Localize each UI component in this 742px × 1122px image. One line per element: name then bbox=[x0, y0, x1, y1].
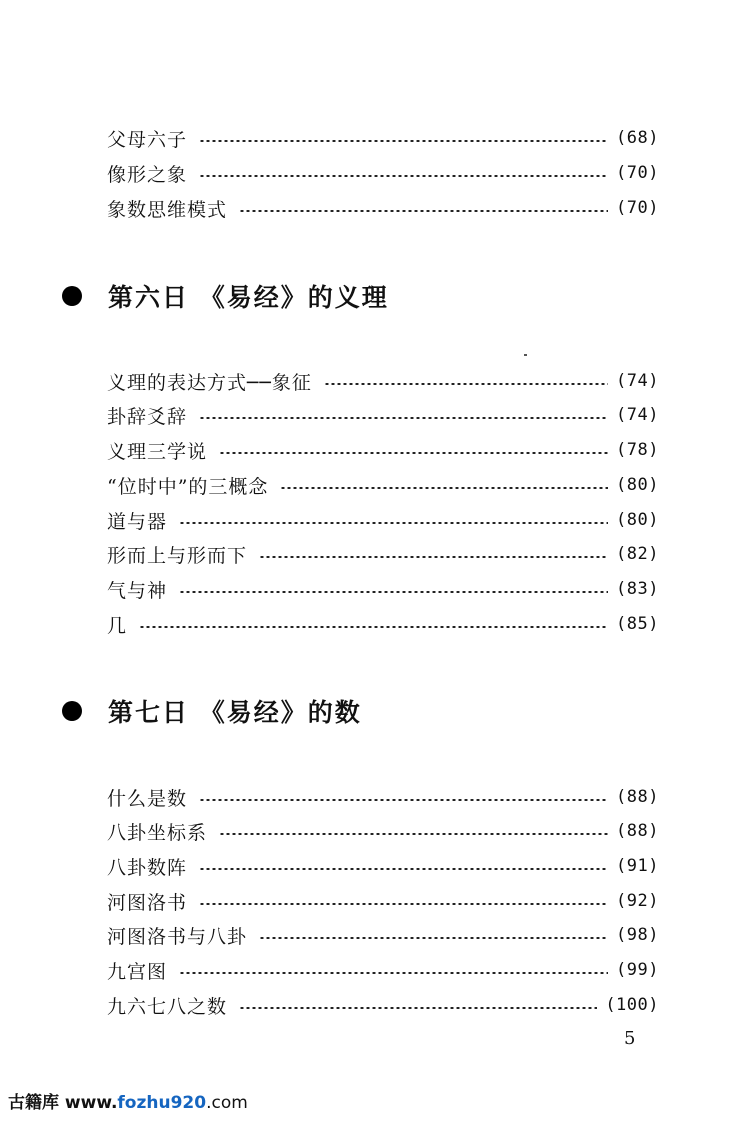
toc-entry-title: 河图洛书与八卦 bbox=[107, 925, 248, 948]
page-number: 5 bbox=[624, 1028, 636, 1049]
dot-leader bbox=[199, 868, 608, 870]
dot-leader bbox=[280, 487, 608, 489]
toc-entry-title: 河图洛书 bbox=[107, 891, 188, 914]
dot-leader bbox=[199, 140, 608, 142]
section-heading bbox=[62, 276, 389, 316]
toc-entry-page: (80) bbox=[616, 475, 659, 495]
toc-entry-page: (92) bbox=[616, 891, 659, 911]
toc-entry-title: 九宫图 bbox=[107, 960, 168, 983]
dot-leader bbox=[259, 556, 608, 558]
toc-entry[interactable] bbox=[107, 783, 659, 811]
toc-entry-page: (100) bbox=[605, 995, 659, 1015]
toc-entry-page: (99) bbox=[616, 960, 659, 980]
toc-entry-page: (98) bbox=[616, 925, 659, 945]
toc-entry[interactable] bbox=[107, 194, 659, 222]
toc-entry-title: 九六七八之数 bbox=[107, 995, 228, 1018]
toc-entry-title: 什么是数 bbox=[107, 787, 188, 810]
section-title: 第七日 《易经》的数 bbox=[108, 698, 362, 727]
toc-entry-page: (74) bbox=[616, 371, 659, 391]
toc-entry[interactable] bbox=[107, 506, 659, 534]
toc-entry[interactable] bbox=[107, 852, 659, 880]
toc-entry-page: (88) bbox=[616, 787, 659, 807]
watermark-prefix: 古籍库 www. bbox=[8, 1093, 118, 1113]
toc-entry-title: 道与器 bbox=[107, 510, 168, 533]
toc-entry-title: 义理的表达方式──象征 bbox=[107, 371, 312, 394]
dot-leader bbox=[259, 937, 608, 939]
dot-leader bbox=[139, 626, 608, 628]
dot-leader bbox=[179, 591, 608, 593]
toc-entry-page: (88) bbox=[616, 821, 659, 841]
watermark-suffix: .com bbox=[206, 1093, 248, 1113]
toc-entry[interactable] bbox=[107, 159, 659, 187]
toc-entry-page: (74) bbox=[616, 405, 659, 425]
toc-entry-title: 象数思维模式 bbox=[107, 198, 228, 221]
toc-entry[interactable] bbox=[107, 575, 659, 603]
site-watermark bbox=[8, 1088, 248, 1113]
toc-entry-page: (70) bbox=[616, 198, 659, 218]
toc-entry-page: (82) bbox=[616, 544, 659, 564]
print-speck bbox=[524, 354, 527, 356]
toc-entry[interactable] bbox=[107, 956, 659, 984]
section-heading bbox=[62, 691, 362, 731]
dot-leader bbox=[219, 833, 608, 835]
toc-entry-page: (78) bbox=[616, 440, 659, 460]
toc-entry-page: (83) bbox=[616, 579, 659, 599]
toc-entry-title: 父母六子 bbox=[107, 128, 188, 151]
toc-entry-title: “位时中”的三概念 bbox=[107, 475, 269, 498]
toc-entry[interactable] bbox=[107, 817, 659, 845]
toc-entry-title: 形而上与形而下 bbox=[107, 544, 248, 567]
toc-entry[interactable] bbox=[107, 124, 659, 152]
section-title: 第六日 《易经》的义理 bbox=[108, 283, 389, 312]
dot-leader bbox=[219, 452, 608, 454]
toc-entry[interactable] bbox=[107, 436, 659, 464]
dot-leader bbox=[199, 175, 608, 177]
watermark-domain: fozhu920 bbox=[117, 1093, 207, 1113]
dot-leader bbox=[179, 522, 608, 524]
toc-entry-page: (85) bbox=[616, 614, 659, 634]
toc-entry-page: (91) bbox=[616, 856, 659, 876]
toc-entry[interactable] bbox=[107, 921, 659, 949]
toc-entry-title: 卦辞爻辞 bbox=[107, 405, 188, 428]
toc-entry[interactable] bbox=[107, 471, 659, 499]
dot-leader bbox=[239, 210, 608, 212]
toc-entry-title: 八卦数阵 bbox=[107, 856, 188, 879]
toc-entry-title: 义理三学说 bbox=[107, 440, 208, 463]
toc-entry-title: 气与神 bbox=[107, 579, 168, 602]
dot-leader bbox=[199, 903, 608, 905]
toc-entry[interactable] bbox=[107, 991, 659, 1019]
toc-entry-page: (68) bbox=[616, 128, 659, 148]
toc-entry-title: 几 bbox=[107, 614, 128, 637]
toc-entry[interactable] bbox=[107, 540, 659, 568]
toc-entry-page: (70) bbox=[616, 163, 659, 183]
toc-entry[interactable] bbox=[107, 401, 659, 429]
toc-entry[interactable] bbox=[107, 367, 659, 395]
dot-leader bbox=[324, 383, 608, 385]
toc-entry-page: (80) bbox=[616, 510, 659, 530]
toc-entry[interactable] bbox=[107, 610, 659, 638]
dot-leader bbox=[239, 1007, 597, 1009]
dot-leader bbox=[199, 417, 608, 419]
bullet-icon bbox=[62, 701, 82, 721]
dot-leader bbox=[179, 972, 608, 974]
toc-entry-title: 八卦坐标系 bbox=[107, 821, 208, 844]
dot-leader bbox=[199, 799, 608, 801]
bullet-icon bbox=[62, 286, 82, 306]
toc-entry[interactable] bbox=[107, 887, 659, 915]
toc-entry-title: 像形之象 bbox=[107, 163, 188, 186]
